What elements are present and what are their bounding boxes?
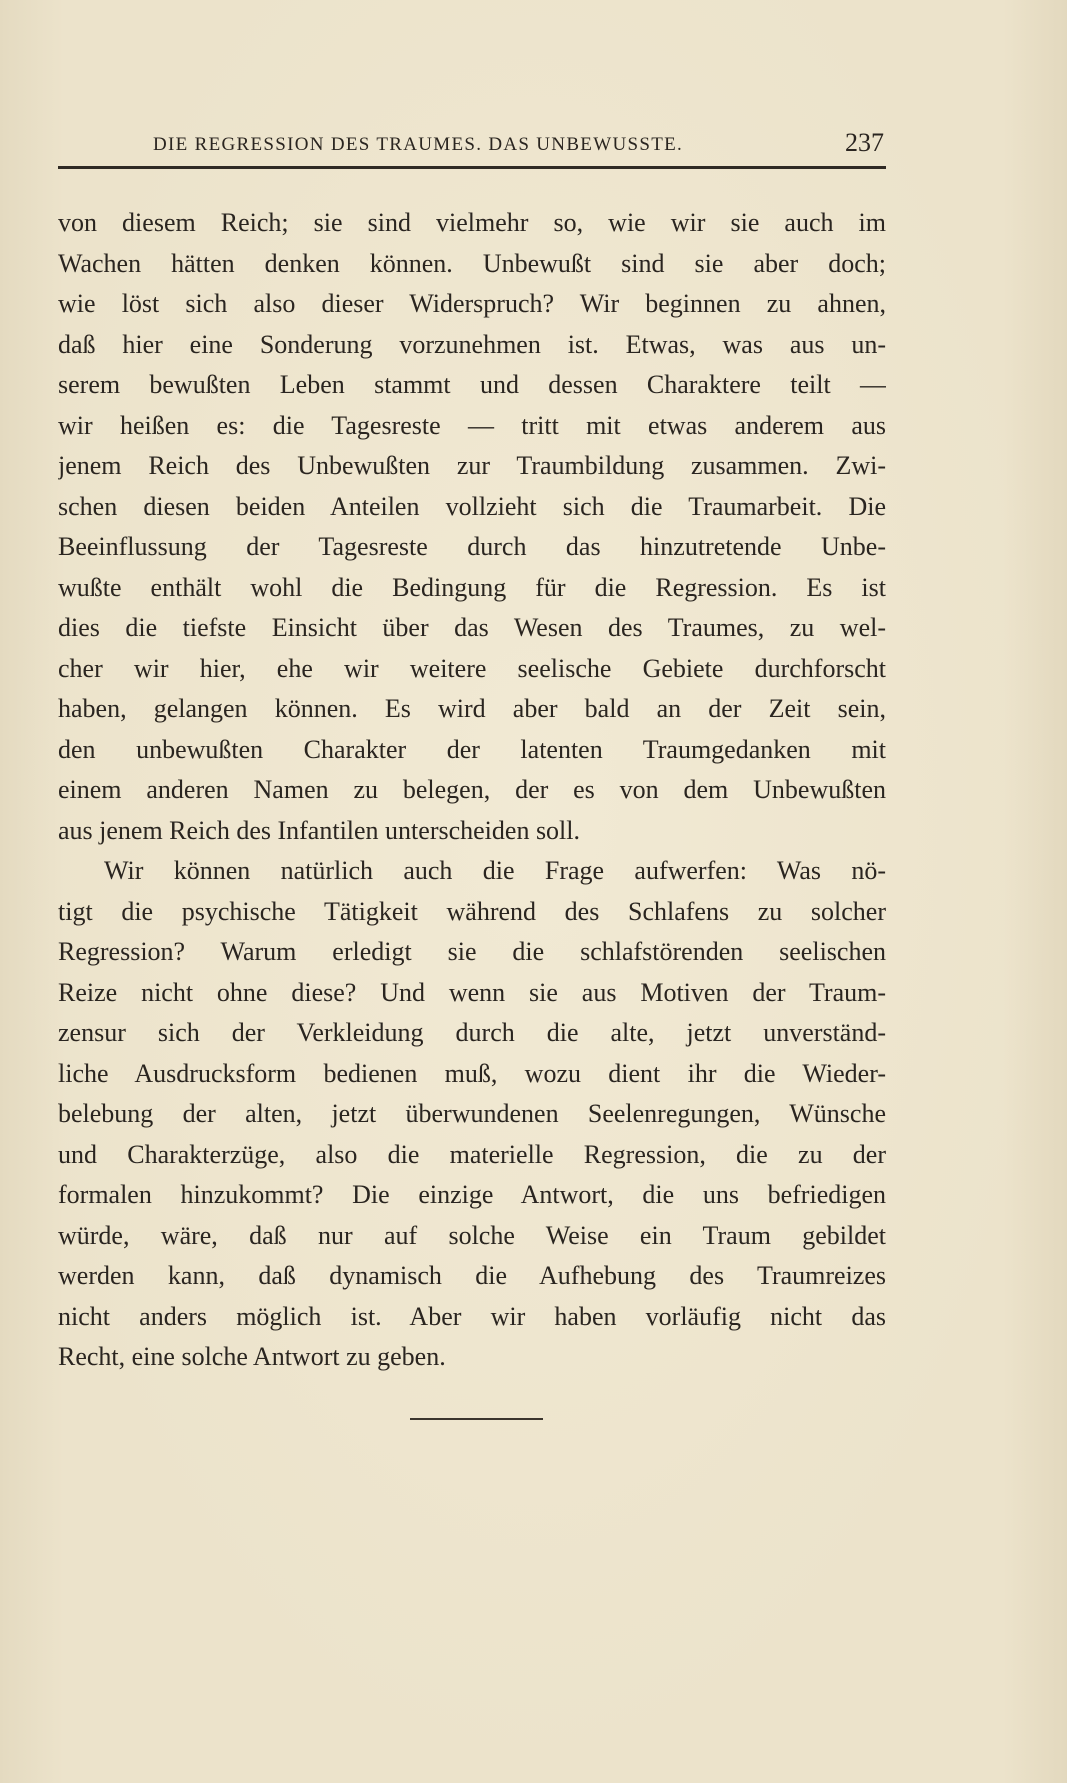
text-line: wir heißen es: die Tagesreste — tritt mit etwas anderem aus	[58, 410, 886, 440]
text-line: und Charakterzüge, also die materielle Regression, die zu der	[58, 1139, 886, 1169]
text-line: haben, gelangen können. Es wird aber bald an der Zeit sein,	[58, 694, 886, 723]
text-line: Beeinflussung der Tagesreste durch das hinzutretende Unbe-	[58, 532, 886, 561]
text-line: dies die tiefste Einsicht über das Wesen des Traumes, zu wel-	[58, 613, 886, 642]
text-line: Regression? Warum erledigt sie die schlafstörenden seelischen	[58, 937, 886, 966]
running-head	[58, 128, 886, 169]
text-line: den unbewußten Charakter der latenten Traumgedanken mit	[58, 734, 886, 764]
text-line: Wachen hätten denken können. Unbewußt sind sie aber doch;	[58, 248, 886, 278]
running-title: DIE REGRESSION DES TRAUMES. DAS UNBEWUSSTE.	[153, 134, 684, 155]
text-line: belebung der alten, jetzt überwundenen Seelenregungen, Wünsche	[58, 1099, 886, 1128]
body-text	[58, 203, 886, 1378]
page-number: 237	[845, 128, 884, 157]
text-line: von diesem Reich; sie sind vielmehr so, wie wir sie auch im	[58, 208, 886, 237]
text-line: daß hier eine Sonderung vorzunehmen ist. Etwas, was aus un-	[58, 329, 886, 359]
chapter-end-rule	[410, 1418, 543, 1420]
text-line: liche Ausdrucksform bedienen muß, wozu dient ihr die Wieder-	[58, 1058, 886, 1088]
paragraph-start-line: Wir können natürlich auch die Frage aufwerfen: Was nö-	[104, 856, 886, 885]
text-line: einem anderen Namen zu belegen, der es von dem Unbewußten	[58, 775, 886, 804]
text-line: jenem Reich des Unbewußten zur Traumbildung zusammen. Zwi-	[58, 451, 886, 480]
text-line: schen diesen beiden Anteilen vollzieht sich die Traumarbeit. Die	[58, 491, 886, 521]
text-line: serem bewußten Leben stammt und dessen Charaktere teilt —	[58, 370, 886, 399]
text-line: cher wir hier, ehe wir weitere seelische Gebiete durchforscht	[58, 653, 886, 683]
text-line: formalen hinzukommt? Die einzige Antwort, die uns befriedigen	[58, 1180, 886, 1209]
text-line: wußte enthält wohl die Bedingung für die Regression. Es ist	[58, 572, 886, 602]
text-line: Reize nicht ohne diese? Und wenn sie aus Motiven der Traum-	[58, 977, 886, 1007]
paragraph-end-line: Recht, eine solche Antwort zu geben.	[58, 1342, 446, 1371]
text-line: tigt die psychische Tätigkeit während des Schlafens zu solcher	[58, 896, 886, 926]
text-line: nicht anders möglich ist. Aber wir haben vorläufig nicht das	[58, 1301, 886, 1331]
text-line: wie löst sich also dieser Widerspruch? Wir beginnen zu ahnen,	[58, 289, 886, 318]
paragraph-end-line: aus jenem Reich des Infantilen unterscheiden soll.	[58, 815, 581, 845]
text-line: würde, wäre, daß nur auf solche Weise ein Traum gebildet	[58, 1220, 886, 1250]
text-line: zensur sich der Verkleidung durch die alte, jetzt unverständ-	[58, 1018, 886, 1047]
text-line: werden kann, daß dynamisch die Aufhebung des Traumreizes	[58, 1261, 886, 1290]
